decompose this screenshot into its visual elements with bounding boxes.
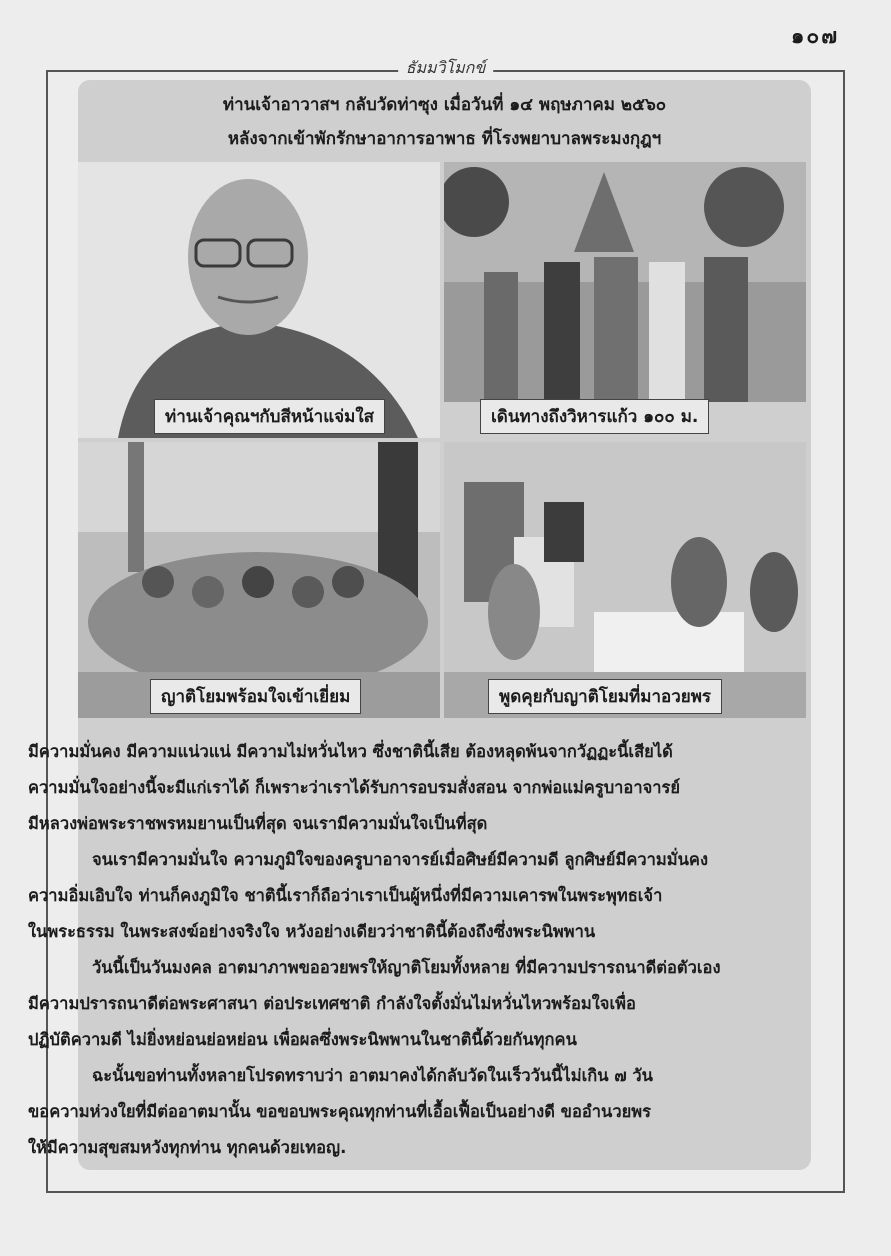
body-line: ฉะนั้นขอท่านทั้งหลายโปรดทราบว่า อาตมาคงได้กลับวัดในเร็ววันนี้ไม่เกิน ๗ วัน bbox=[92, 1066, 653, 1085]
photo-conversation bbox=[444, 442, 806, 718]
headline-line-2: หลังจากเข้าพักรักษาอาการอาพาธ ที่โรงพยาบาลพระมงกุฎฯ bbox=[227, 129, 662, 149]
running-header: ธัมมวิโมกข์ bbox=[398, 56, 494, 81]
photo-caption: พูดคุยกับญาติโยมที่มาอวยพร bbox=[488, 679, 722, 714]
body-line: มีความมั่นคง มีความแน่วแน่ มีความไม่หวั่นไหว ซึ่งชาตินี้เสีย ต้องหลุดพ้นจากวัฏฏะนี้เสียได้ bbox=[28, 742, 673, 761]
body-line: ขอความห่วงใยที่มีต่ออาตมานั้น ขอขอบพระคุณทุกท่านที่เอื้อเฟื้อเป็นอย่างดี ขออำนวยพร bbox=[28, 1102, 651, 1121]
body-line: มีหลวงพ่อพระราชพรหมยานเป็นที่สุด จนเรามีความมั่นใจเป็นที่สุด bbox=[28, 814, 488, 833]
body-line: มีความปรารถนาดีต่อพระศาสนา ต่อประเทศชาติ กำลังใจตั้งมั่นไม่หวั่นไหวพร้อมใจเพื่อ bbox=[28, 994, 636, 1013]
body-line: จนเรามีความมั่นใจ ความภูมิใจของครูบาอาจารย์เมื่อศิษย์มีความดี ลูกศิษย์มีความมั่นคง bbox=[92, 850, 709, 869]
photo-caption: เดินทางถึงวิหารแก้ว ๑๐๐ ม. bbox=[480, 399, 709, 434]
portrait-image bbox=[78, 162, 440, 438]
crowd-image bbox=[78, 442, 440, 718]
body-line: ความอิ่มเอิบใจ ท่านก็คงภูมิใจ ชาตินี้เราก็ถือว่าเราเป็นผู้หนึ่งที่มีความเคารพในพระพุทธเจ้า bbox=[28, 886, 663, 905]
headline-line-1: ท่านเจ้าอาวาสฯ กลับวัดท่าซุง เมื่อวันที่ ๑๔ พฤษภาคม ๒๕๖๐ bbox=[222, 95, 667, 115]
headline bbox=[78, 88, 811, 156]
body-line: ปฏิบัติความดี ไม่ยิ่งหย่อนย่อหย่อน เพื่อผลซึ่งพระนิพพานในชาตินี้ด้วยกันทุกคน bbox=[28, 1030, 577, 1049]
body-line: ในพระธรรม ในพระสงฆ์อย่างจริงใจ หวังอย่างเดียวว่าชาตินี้ต้องถึงซึ่งพระนิพพาน bbox=[28, 922, 596, 941]
photo-portrait bbox=[78, 162, 440, 438]
body-text bbox=[28, 734, 764, 1166]
photo-crowd bbox=[78, 442, 440, 718]
photo-caption: ท่านเจ้าคุณฯกับสีหน้าแจ่มใส bbox=[154, 399, 385, 434]
page-number: ๑๐๗ bbox=[791, 24, 839, 48]
walking-image bbox=[444, 162, 806, 438]
body-line: วันนี้เป็นวันมงคล อาตมาภาพขออวยพรให้ญาติโยมทั้งหลาย ที่มีความปรารถนาดีต่อตัวเอง bbox=[92, 958, 721, 977]
body-line: ความมั่นใจอย่างนี้จะมีแก่เราได้ ก็เพราะว่าเราได้รับการอบรมสั่งสอน จากพ่อแม่ครูบาอาจารย์ bbox=[28, 778, 681, 797]
photo-caption: ญาติโยมพร้อมใจเข้าเยี่ยม bbox=[150, 679, 361, 714]
photo-walking bbox=[444, 162, 806, 438]
conversation-image bbox=[444, 442, 806, 718]
body-line: ให้มีความสุขสมหวังทุกท่าน ทุกคนด้วยเทอญ. bbox=[28, 1138, 347, 1157]
